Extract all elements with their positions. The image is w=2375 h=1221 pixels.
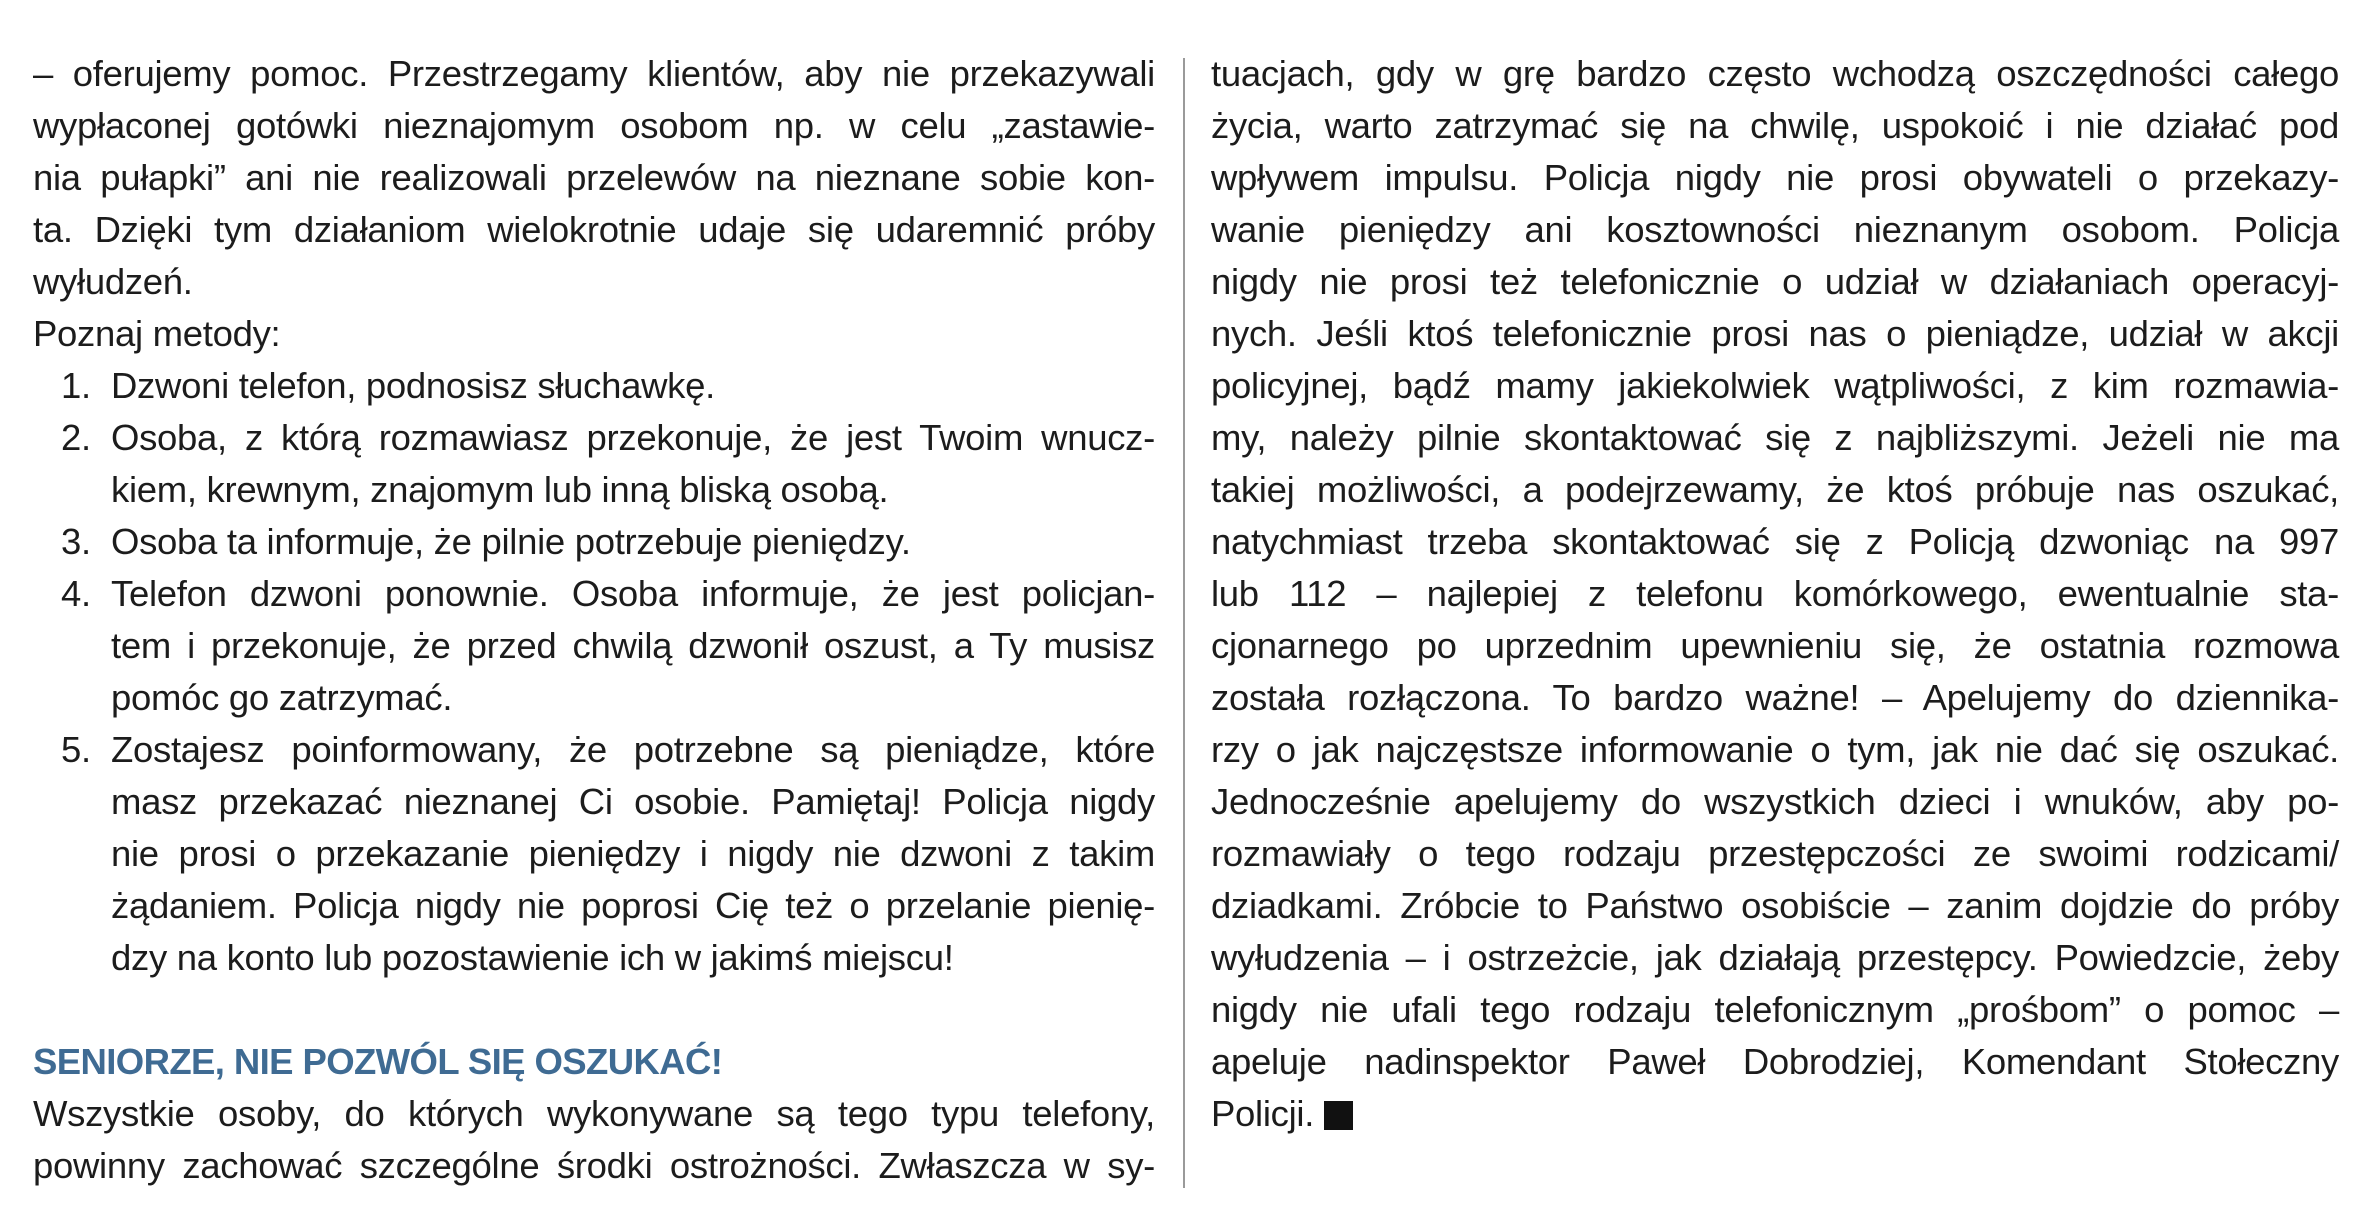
list-item-text: Osoba ta informuje, że pilnie potrzebuje pieniędzy. [111,521,911,562]
body-line: została rozłączona. To bardzo ważne! – Apelujemy do dziennika- [1211,677,2339,718]
body-line: wyłudzenia – i ostrzeżcie, jak działają przestępcy. Powiedzcie, żeby [1211,937,2339,978]
body-line: wyłudzeń. [33,261,193,302]
list-item-line [33,412,1155,464]
list-item-text: Osoba, z którą rozmawiasz przekonuje, że jest Twoim wnucz- [111,417,1155,458]
body-line: nych. Jeśli ktoś telefonicznie prosi nas o pieniądze, udział w akcji [1211,313,2339,354]
body-line: dziadkami. Zróbcie to Państwo osobiście – zanim dojdzie do próby [1211,885,2339,926]
body-line: rzy o jak najczęstsze informowanie o tym, jak nie dać się oszukać. [1211,729,2339,770]
body-line: tuacjach, gdy w grę bardzo często wchodzą oszczędności całego [1211,53,2339,94]
list-number: 5. [61,729,91,770]
body-line: powinny zachować szczególne środki ostrożności. Zwłaszcza w sy- [33,1145,1155,1186]
list-item [33,412,1155,516]
body-line: Wszystkie osoby, do których wykonywane są tego typu telefony, [33,1093,1155,1134]
body-line: my, należy pilnie skontaktować się z najbliższymi. Jeżeli nie ma [1211,417,2339,458]
body-line: apeluje nadinspektor Paweł Dobrodziej, Komendant Stołeczny [1211,1041,2339,1082]
body-line: – oferujemy pomoc. Przestrzegamy klientów, aby nie przekazywali [33,53,1155,94]
list-item-line [33,724,1155,776]
left-column [33,48,1155,1192]
list-number: 2. [61,417,91,458]
list-item-line: tem i przekonuje, że przed chwilą dzwonił oszust, a Ty musisz [111,625,1155,666]
body-line: takiej możliwości, a podejrzewamy, że ktoś próbuje nas oszukać, [1211,469,2339,510]
list-item [33,724,1155,984]
list-number: 4. [61,573,91,614]
end-of-article-square-icon [1324,1101,1353,1130]
list-item-line: masz przekazać nieznanej Ci osobie. Pamiętaj! Policja nigdy [111,781,1155,822]
body-line: wpływem impulsu. Policja nigdy nie prosi obywateli o przekazy- [1211,157,2339,198]
body-line: policyjnej, bądź mamy jakiekolwiek wątpliwości, z kim rozmawia- [1211,365,2339,406]
list-item-text: Telefon dzwoni ponownie. Osoba informuje, że jest policjan- [111,573,1155,614]
body-line: natychmiast trzeba skontaktować się z Policją dzwoniąc na 997 [1211,521,2339,562]
body-line: nia pułapki” ani nie realizowali przelewów na nieznane sobie kon- [33,157,1155,198]
body-line: wanie pieniędzy ani kosztowności nieznanym osobom. Policja [1211,209,2339,250]
list-number: 3. [61,521,91,562]
body-line: ta. Dzięki tym działaniom wielokrotnie udaje się udaremnić próby [33,209,1155,250]
paragraph-gap [33,984,1155,1036]
methods-list [33,360,1155,984]
final-line-text: Policji. [1211,1093,1315,1134]
list-item-line: pomóc go zatrzymać. [111,677,453,718]
list-item-line: żądaniem. Policja nigdy nie poprosi Cię też o przelanie pienię- [111,885,1155,926]
right-column [1211,48,2339,1140]
body-line: rozmawiały o tego rodzaju przestępczości ze swoimi rodzicami/ [1211,833,2339,874]
list-item-text: Zostajesz poinformowany, że potrzebne są pieniądze, które [111,729,1155,770]
body-line: wypłaconej gotówki nieznajomym osobom np. w celu „zastawie- [33,105,1155,146]
body-line: cjonarnego po uprzednim upewnieniu się, że ostatnia rozmowa [1211,625,2339,666]
body-line: lub 112 – najlepiej z telefonu komórkowego, ewentualnie sta- [1211,573,2339,614]
body-line: Jednocześnie apelujemy do wszystkich dzieci i wnuków, aby po- [1211,781,2339,822]
list-item [33,516,1155,568]
final-line [1211,1088,2339,1140]
list-number: 1. [61,365,91,406]
column-divider [1183,58,1185,1188]
list-item-line: kiem, krewnym, znajomym lub inną bliską osobą. [111,469,889,510]
list-item-line [33,568,1155,620]
list-item-line [33,360,1155,412]
body-line: życia, warto zatrzymać się na chwilę, uspokoić i nie działać pod [1211,105,2339,146]
list-item-line [33,516,1155,568]
body-line: nigdy nie prosi też telefonicznie o udział w działaniach operacyj- [1211,261,2339,302]
list-item-text: Dzwoni telefon, podnosisz słuchawkę. [111,365,715,406]
list-item [33,360,1155,412]
list-item-line: dzy na konto lub pozostawienie ich w jakimś miejscu! [111,937,954,978]
list-item-line: nie prosi o przekazanie pieniędzy i nigdy nie dzwoni z takim [111,833,1155,874]
body-line: nigdy nie ufali tego rodzaju telefonicznym „prośbom” o pomoc – [1211,989,2339,1030]
list-item [33,568,1155,724]
section-heading: SENIORZE, NIE POZWÓL SIĘ OSZUKAĆ! [33,1041,723,1082]
methods-label: Poznaj metody: [33,313,281,354]
